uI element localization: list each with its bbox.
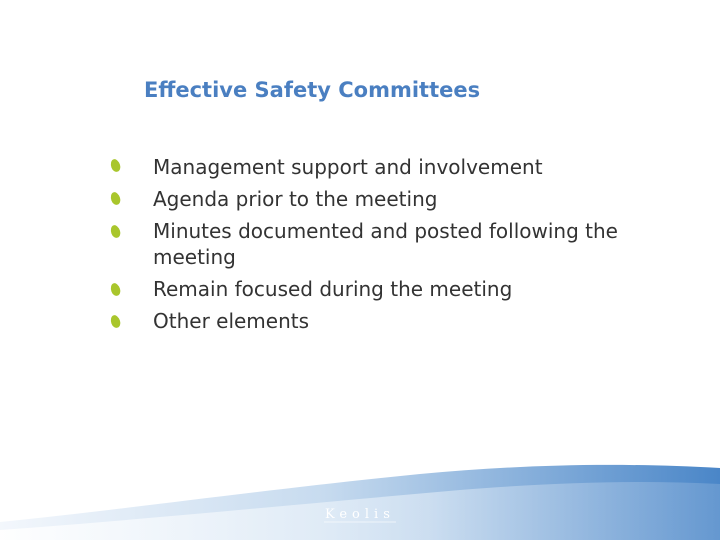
bullet-text: Other elements	[153, 309, 310, 333]
footer-wave	[0, 460, 720, 540]
bullet-text: Agenda prior to the meeting	[153, 187, 438, 211]
bullet-dot-icon	[109, 158, 122, 173]
bullet-dot-icon	[109, 224, 122, 239]
logo-text: Keolis	[325, 507, 395, 522]
bullet-dot-icon	[109, 191, 122, 206]
slide-title: Effective Safety Committees	[144, 78, 481, 102]
bullet-text: Management support and involvement	[153, 155, 543, 179]
keolis-logo	[322, 501, 398, 525]
bullet-dot-icon	[109, 314, 122, 329]
bullet-dot-icon	[109, 282, 122, 297]
bullet-text: Minutes documented and posted following the meeting	[153, 219, 618, 269]
bullet-text: Remain focused during the meeting	[153, 277, 513, 301]
